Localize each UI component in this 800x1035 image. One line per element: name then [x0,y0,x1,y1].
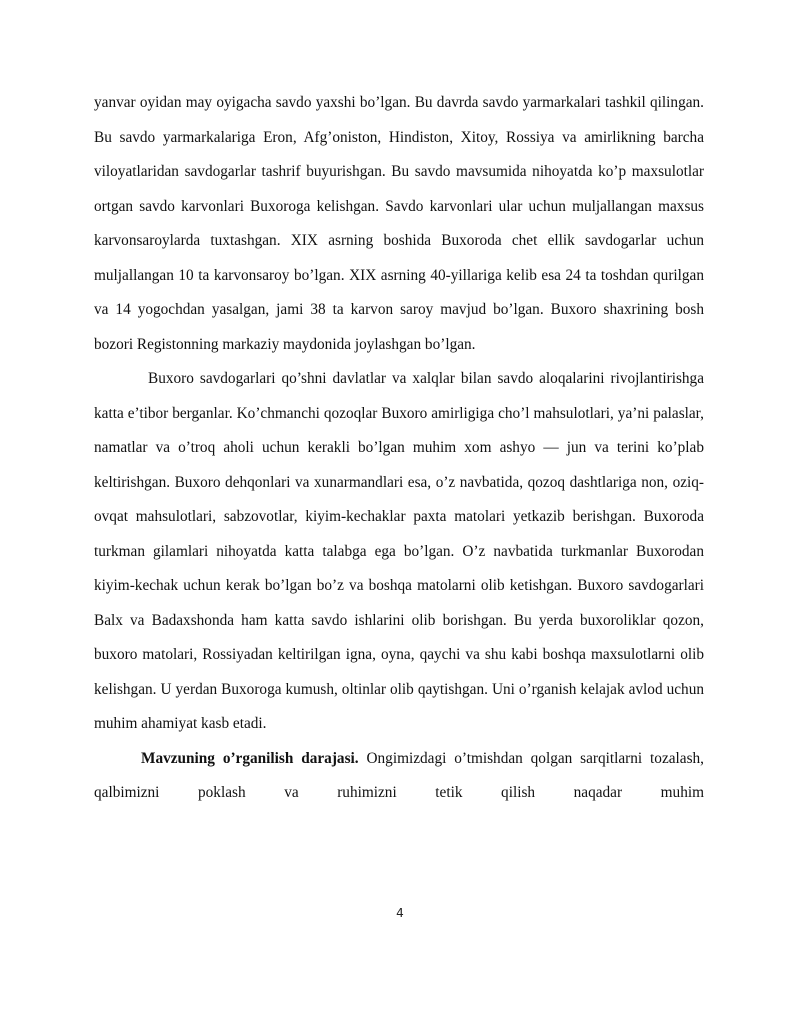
page-number: 4 [396,906,404,920]
paragraph-trade-relations: Buxoro savdogarlari qo’shni davlatlar va xalqlar bilan savdo aloqalarini rivojlantirishga katta e’tibor berganlar. Ko’chmanchi qozoqlar Buxoro amirligiga cho’l mahsulotlari, ya’ni palaslar, namatlar va o’troq aholi uchun kerakli bo’lgan muhim xom ashyo — jun va terini ko’plab keltirishgan. Buxoro dehqonlari va xunarmandlari esa, o’z navbatida, qozoq dashtlariga non, oziq-ovqat mahsulotlari, sabzovotlar, kiyim-kechaklar paxta matolari yetkazib berishgan. Buxoroda turkman gilamlari nihoyatda katta talabga ega bo’lgan. O’z navbatida turkmanlar Buxorodan kiyim-kechak uchun kerak bo’lgan bo’z va boshqa matolarni olib ketishgan. Buxoro savdogarlari Balx va Badaxshonda ham katta savdo ishlarini olib borishgan. Bu yerda buxoroliklar qozon, buxoro matolari, Rossiyadan keltirilgan igna, oyna, qaychi va shu kabi boshqa maxsulotlarni olib kelishgan. U yerdan Buxoroga kumush, oltinlar olib qaytishgan. Uni o’rganish kelajak avlod uchun muhim ahamiyat kasb etadi. [94,370,704,732]
document-page [94,86,704,811]
paragraph-caravans: yanvar oyidan may oyigacha savdo yaxshi bo’lgan. Bu davrda savdo yarmarkalari tashkil qilingan. Bu savdo yarmarkalariga Eron, Afg’oniston, Hindiston, Xitoy, Rossiya va amirlikning barcha viloyatlaridan savdogarlar tashrif buyurishgan. Bu savdo mavsumida nihoyatda ko’p maxsulotlar ortgan savdo karvonlari Buxoroga kelishgan. Savdo karvonlari ular uchun muljallangan maxsus karvonsaroylarda tuxtashgan. XIX asrning boshida Buxoroda chet ellik savdogarlar uchun muljallangan 10 ta karvonsaroy bo’lgan. XIX asrning 40-yillariga kelib esa 24 ta toshdan qurilgan va 14 yogochdan yasalgan, jami 38 ta karvon saroy mavjud bo’lgan. Buxoro shaxrining bosh bozori Registonning markaziy maydonida joylashgan bo’lgan. [94,94,704,353]
section-heading: Mavzuning o’rganilish darajasi. [141,749,359,767]
paragraph-text: Ongimizdagi o’tmishdan qolgan sarqitlarni tozalash, qalbimizni poklash va ruhimizni tetik qilish naqadar muhim [94,749,704,801]
paragraph-study-level [94,742,704,811]
